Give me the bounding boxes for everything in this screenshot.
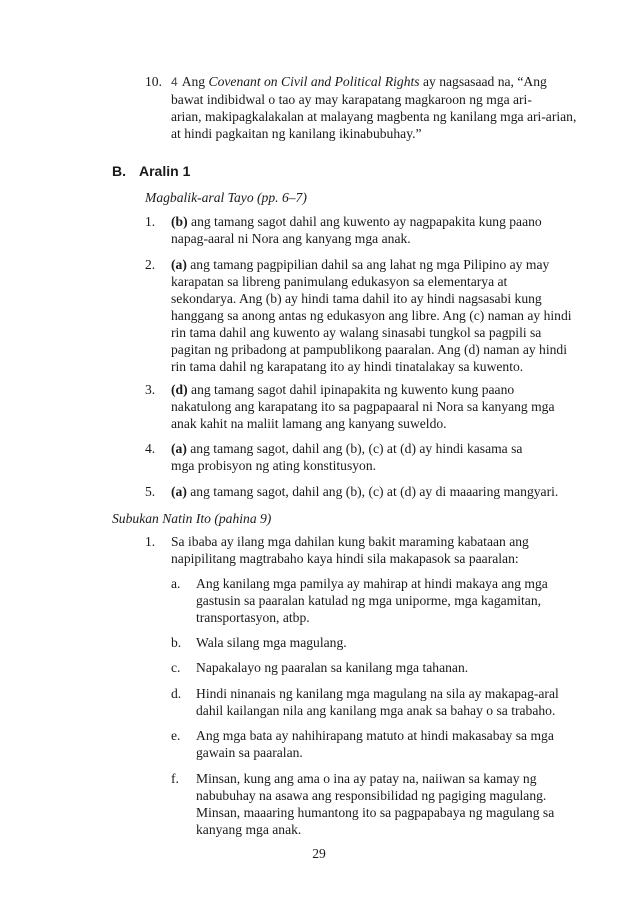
item-line: nakatulong ang karapatang ito sa pagpapaaral ni Nora sa kanyang mga (171, 399, 555, 414)
item-first-line (171, 256, 572, 273)
sub-item-letter: e. (171, 728, 181, 743)
item-line: nabubuhay na asawa ang responsibilidad ng pagiging magulang. (196, 788, 547, 803)
item-number: 1. (145, 534, 156, 549)
answer-text: ang tamang pagpipilian dahil sa ang lahat ng mga Pilipino ay may (190, 257, 550, 272)
item-number: 3. (145, 382, 156, 397)
answer-letter: (b) (171, 214, 188, 229)
item-number: 4. (145, 441, 156, 456)
item-number: 5. (145, 484, 156, 499)
section-letter: B. (112, 163, 126, 179)
answer-letter: (a) (171, 257, 187, 272)
item-first-line (171, 73, 576, 91)
item-line: Napakalayo ng paaralan sa kanilang mga tahanan. (196, 660, 469, 675)
item-text (171, 381, 555, 432)
sub-item-letter: f. (171, 771, 179, 786)
item-line: at hindi pagkaitan ng kanilang ikinabubuhay.” (171, 126, 422, 141)
item-first-line (171, 483, 558, 500)
sub-item-letter: b. (171, 635, 182, 650)
item-line: rin tama dahil ang kuwento ay walang sinasabi tungkol sa pagpili sa (171, 325, 542, 340)
item-number: 2. (145, 257, 156, 272)
answer-text: ang tamang sagot, dahil ang (b), (c) at (d) ay hindi kasama sa (190, 441, 523, 456)
sub-item-text (196, 770, 554, 838)
item-line: napipilitang magtrabaho kaya hindi sila makapasok sa paaralan: (171, 551, 519, 566)
item-line: sekondarya. Ang (b) ay hindi tama dahil ito ay hindi nagsasabi kung (171, 291, 542, 306)
sub-item-text (196, 659, 468, 676)
item-line: Minsan, maaaring humantong ito sa pagpapabaya ng magulang sa (196, 805, 555, 820)
sub-item-text (196, 727, 554, 761)
item-line: kanyang mga anak. (196, 822, 302, 837)
item-number: 10. (145, 74, 162, 89)
sub-item-letter: c. (171, 660, 181, 675)
item-line: Ang mga bata ay nahihirapang matuto at hindi makasabay sa mga (196, 728, 554, 743)
item-text (171, 256, 572, 375)
sub-item-text (196, 575, 548, 626)
item-text (171, 73, 576, 142)
answer-text: ang tamang sagot dahil ipinapakita ng kuwento kung paano (191, 382, 515, 397)
page-number: 29 (312, 846, 326, 861)
item-line: gastusin sa paaralan katulad ng mga uniporme, mga kagamitan, (196, 593, 542, 608)
answer-text: ang tamang sagot, dahil ang (b), (c) at (d) ay di maaaring mangyari. (190, 484, 559, 499)
item-first-line (171, 213, 542, 230)
marker-glyph: 4 (171, 75, 178, 89)
review-subheading: Magbalik-aral Tayo (pp. 6–7) (145, 190, 307, 205)
item-line: anak kahit na maliit lamang ang kanyang suweldo. (171, 416, 447, 431)
item-first-line (171, 381, 555, 398)
item-line: Minsan, kung ang ama o ina ay patay na, naiiwan sa kamay ng (196, 771, 537, 786)
sub-item-text (196, 634, 347, 651)
item-line: Ang kanilang mga pamilya ay mahirap at hindi makaya ang mga (196, 576, 548, 591)
sub-item-text (196, 685, 559, 719)
item-line: napag-aaral ni Nora ang kanyang mga anak. (171, 231, 411, 246)
item-line: Wala silang mga magulang. (196, 635, 347, 650)
item-line: pagitan ng pribadong at pampublikong paaralan. Ang (d) naman ay hindi (171, 342, 568, 357)
item-line: arian, makipagkalakalan at malayang magbenta ng kanilang mga ari-arian, (171, 109, 577, 124)
item-text (171, 213, 542, 247)
item-line: rin tama dahil ng karapatang ito ay hindi tinatalakay sa kuwento. (171, 359, 524, 374)
item-line: mga probisyon ng ating konstitusyon. (171, 458, 377, 473)
sub-item-letter: d. (171, 686, 182, 701)
item-line: Hindi ninanais ng kanilang mga magulang na sila ay makapag-aral (196, 686, 559, 701)
item-text (171, 440, 522, 474)
item-first-line (171, 440, 522, 457)
item-text (171, 533, 529, 567)
item-line: karapatan sa libreng panimulang edukasyon sa elementarya at (171, 274, 508, 289)
item-line: bawat indibidwal o tao ay may karapatang magkaroon ng mga ari- (171, 92, 532, 107)
item-lead: Ang (181, 74, 206, 89)
treaty-title: Covenant on Civil and Political Rights (208, 74, 420, 89)
item-line: Sa ibaba ay ilang mga dahilan kung bakit maraming kabataan ang (171, 534, 529, 549)
item-number: 1. (145, 214, 156, 229)
exercise-subheading: Subukan Natin Ito (pahina 9) (112, 511, 272, 526)
item-rest: ay nagsasaad na, “Ang (422, 74, 547, 89)
item-line: hanggang sa anong antas ng edukasyon ang libre. Ang (c) naman ay hindi (171, 308, 572, 323)
answer-letter: (a) (171, 441, 187, 456)
item-line: transportasyon, atbp. (196, 610, 310, 625)
item-line: gawain sa paaralan. (196, 745, 303, 760)
section-title: Aralin 1 (139, 163, 191, 179)
answer-letter: (d) (171, 382, 188, 397)
answer-letter: (a) (171, 484, 187, 499)
answer-text: ang tamang sagot dahil ang kuwento ay nagpapakita kung paano (191, 214, 542, 229)
item-line: dahil kailangan nila ang kanilang mga anak sa bahay o sa trabaho. (196, 703, 556, 718)
sub-item-letter: a. (171, 576, 181, 591)
item-text (171, 483, 558, 500)
